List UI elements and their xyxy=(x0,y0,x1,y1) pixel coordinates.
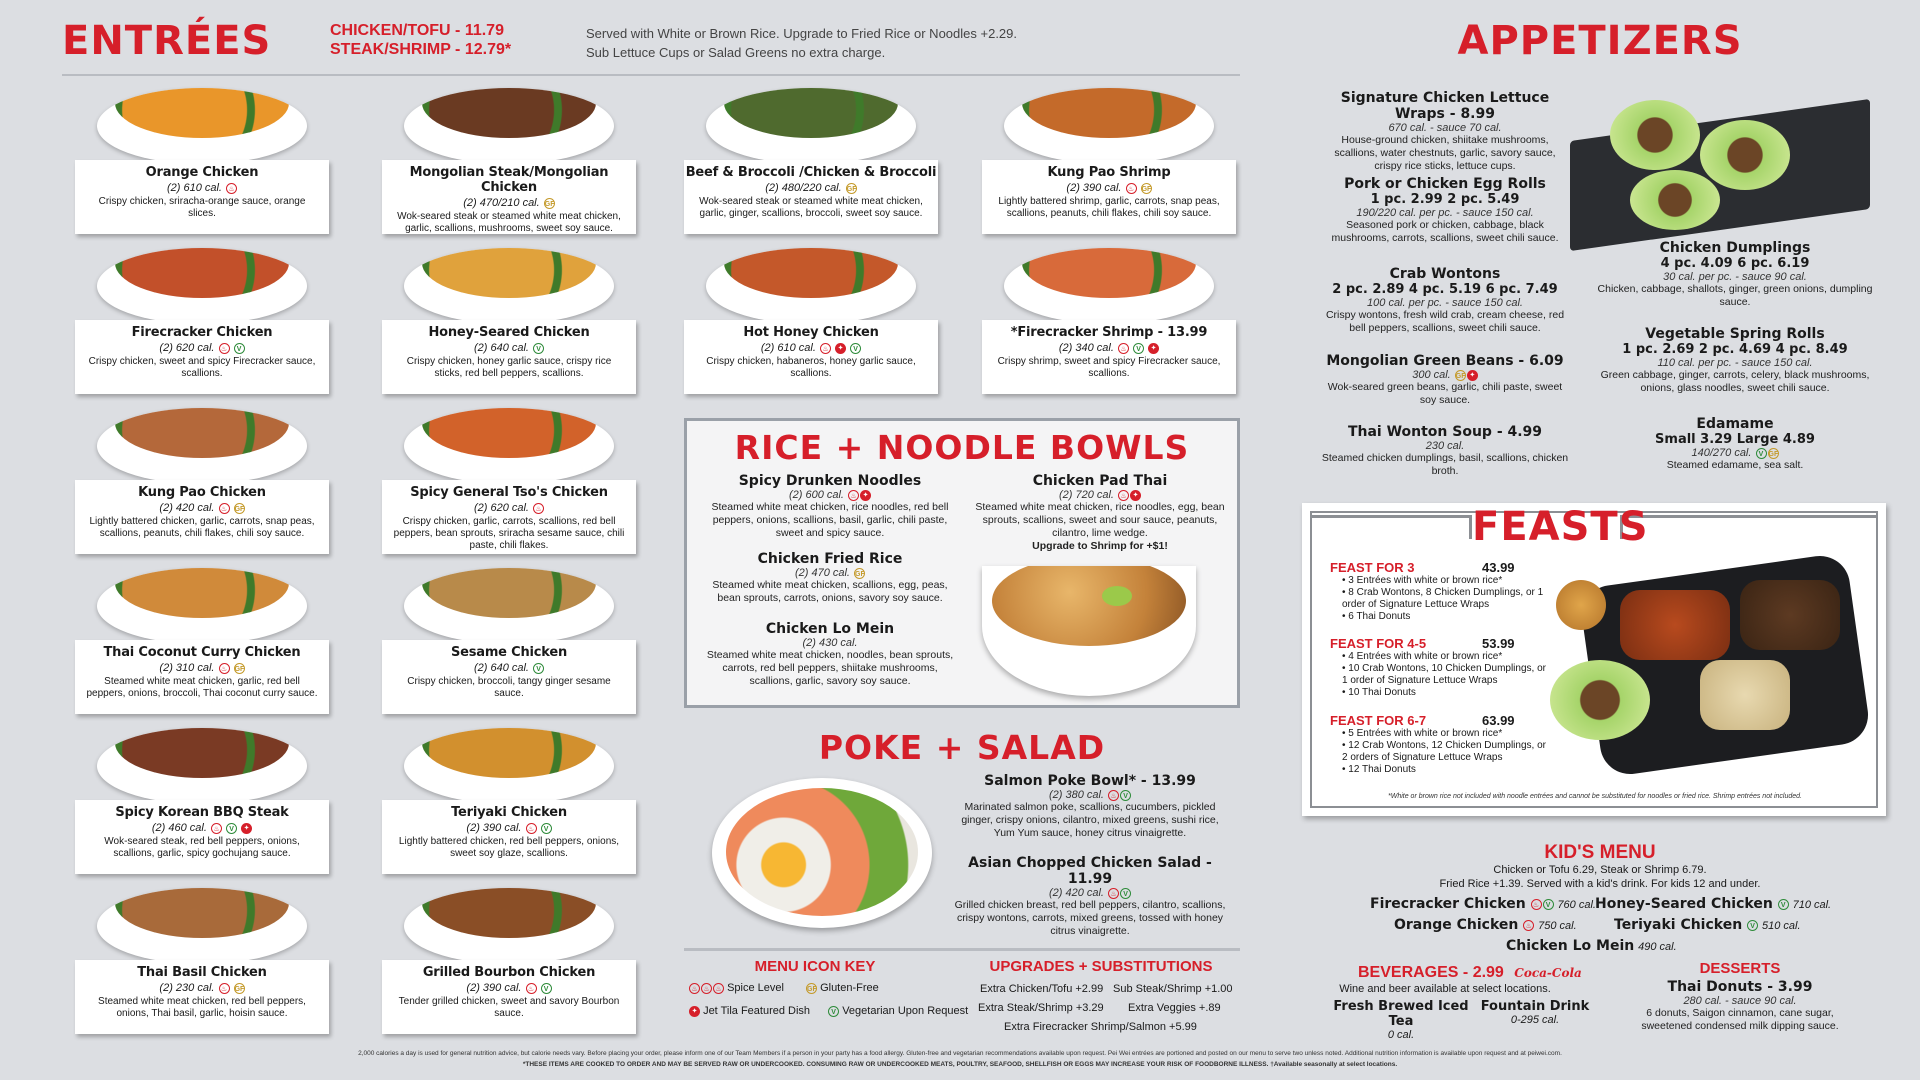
entrees-title: ENTRÉES xyxy=(62,18,272,64)
vegetarian-icon: V xyxy=(541,823,552,834)
entree-description: Wok-seared steak or steamed white meat chicken, garlic, scallions, mushrooms, sweet soy sauce. xyxy=(397,211,621,234)
kids-note: Fried Rice +1.39. Served with a kid's drink. For kids 12 and under. xyxy=(1439,878,1761,890)
entree-label xyxy=(382,640,636,714)
bowl-item: Chicken Lo Mein (2) 430 cal. Steamed white meat chicken, noodles, bean sprouts, carrots, red bell peppers, shiitake mushrooms, scallions, garlic, savory soy sauce. xyxy=(706,621,954,687)
entree-label xyxy=(75,800,329,874)
entree-food-image xyxy=(115,568,289,618)
dessert-item: Thai Donuts - 3.99 280 cal. - sauce 90 cal. 6 donuts, Saigon cinnamon, cane sugar, sweetened condensed milk dipping sauce. xyxy=(1641,979,1839,1032)
entree-description: Lightly battered chicken, garlic, carrots, snap peas, scallions, peanuts, chili flakes, chili soy sauce. xyxy=(89,516,315,539)
entree-label xyxy=(982,320,1236,394)
gluten-free-icon: GF xyxy=(234,983,245,994)
entree-description: Steamed white meat chicken, red bell peppers, onions, Thai basil, garlic, hoisin sauce. xyxy=(98,996,306,1019)
entrees-price-chicken: CHICKEN/TOFU - 11.79 xyxy=(330,22,504,39)
bowl-item: Chicken Fried Rice (2) 470 cal. GF Steamed white meat chicken, scallions, egg, peas, bean sprouts, carrots, onions, savory soy sauce. xyxy=(712,551,948,604)
gluten-free-icon: GF xyxy=(806,983,817,994)
entree-calories: (2) 620 cal. xyxy=(159,342,215,354)
spice-level-icon: ♨ xyxy=(848,490,859,501)
appetizer-item: Vegetable Spring Rolls 1 pc. 2.69 2 pc. 4.69 4 pc. 8.49 110 cal. per pc. - sauce 150 cal. Green cabbage, ginger, carrots, celery, black mushrooms, onions, glass noodles, sweet chili sauce. xyxy=(1600,326,1870,394)
jet-tila-icon: ✦ xyxy=(860,490,871,501)
beverage-item: Fresh Brewed Iced Tea 0 cal. xyxy=(1333,999,1469,1041)
entree-description: Crispy chicken, sweet and spicy Firecracker sauce, scallions. xyxy=(88,356,316,379)
entree-label xyxy=(75,960,329,1034)
jet-tila-icon: ✦ xyxy=(241,823,252,834)
kids-item: Teriyaki Chicken V 510 cal. xyxy=(1614,917,1801,933)
entree-food-image xyxy=(422,568,596,618)
entree-description: Wok-seared steak, red bell peppers, onions, scallions, garlic, spicy gochujang sauce. xyxy=(104,836,300,859)
entree-bowl-image xyxy=(404,408,614,484)
bowls-title: RICE + NOODLE BOWLS xyxy=(734,428,1190,467)
entree-food-image xyxy=(724,88,898,138)
entree-card xyxy=(382,568,636,728)
entree-card xyxy=(75,408,329,568)
upgrade-line: Extra Chicken/Tofu +2.99 xyxy=(980,983,1104,995)
feast-item: FEAST FOR 6-7 63.99 • 5 Entrées with white or brown rice* • 12 Crab Wontons, 12 Chicken Dumplings, or 2 orders of Signature Lettuce Wraps • 12 Thai Donuts xyxy=(1330,713,1550,776)
entree-calories: (2) 610 cal. xyxy=(166,182,222,194)
beverages-title: BEVERAGES - 2.99 Coca-Cola xyxy=(1358,964,1582,981)
icon-key-row: ✦ Jet Tila Featured Dish V Vegetarian Upon Request xyxy=(688,1005,968,1017)
feast-item: FEAST FOR 3 43.99 • 3 Entrées with white or brown rice* • 8 Crab Wontons, 8 Chicken Dumplings, or 1 order of Signature Lettuce Wraps • 6 Thai Donuts xyxy=(1330,560,1550,623)
entree-description: Wok-seared steak or steamed white meat chicken, garlic, ginger, scallions, broccoli, sweet soy sauce. xyxy=(699,196,923,219)
entree-bowl-image xyxy=(404,248,614,324)
entree-label xyxy=(75,480,329,554)
entree-label xyxy=(982,160,1236,234)
vegetarian-icon: V xyxy=(1778,899,1789,910)
entree-name: Sesame Chicken xyxy=(450,645,568,660)
entree-description: Crispy chicken, broccoli, tangy ginger sesame sauce. xyxy=(407,676,611,699)
entree-calories: (2) 390 cal. xyxy=(1066,182,1122,194)
jet-tila-icon: ✦ xyxy=(1467,370,1478,381)
gluten-free-icon: GF xyxy=(846,183,857,194)
feasts-title: FEASTS xyxy=(1472,504,1649,550)
appetizer-item: Edamame Small 3.29 Large 4.89 140/270 cal. V GF Steamed edamame, sea salt. xyxy=(1655,416,1815,471)
entree-card xyxy=(684,88,938,248)
jet-tila-icon: ✦ xyxy=(835,343,846,354)
entree-food-image xyxy=(115,408,289,458)
entree-bowl-image xyxy=(97,408,307,484)
entree-name: Grilled Bourbon Chicken xyxy=(422,965,596,980)
entree-label xyxy=(684,320,938,394)
upgrades-title: UPGRADES + SUBSTITUTIONS xyxy=(989,958,1213,975)
jet-tila-icon: ✦ xyxy=(689,1006,700,1017)
appetizer-item: Signature Chicken Lettuce Wraps - 8.99 670 cal. - sauce 70 cal. House-ground chicken, shiitake mushrooms, scallions, water chestnuts, garlic, savory sauce, crispy rice sticks, lettuce cups. xyxy=(1334,90,1556,172)
entree-card xyxy=(382,888,636,1048)
vegetarian-icon: V xyxy=(234,343,245,354)
icon-key-row: ♨ ♨ ♨ Spice Level GF Gluten-Free xyxy=(688,982,879,994)
vegetarian-icon: V xyxy=(533,663,544,674)
coca-cola-logo-icon: Coca-Cola xyxy=(1514,966,1582,980)
beverage-item: Fountain Drink 0-295 cal. xyxy=(1480,999,1590,1026)
entrees-price-steak: STEAK/SHRIMP - 12.79* xyxy=(330,41,512,58)
entree-description: Lightly battered chicken, red bell peppers, onions, sweet soy glaze, scallions. xyxy=(398,836,620,859)
gluten-free-icon: GF xyxy=(854,568,865,579)
entree-bowl-image xyxy=(404,568,614,644)
jet-tila-icon: ✦ xyxy=(1130,490,1141,501)
entree-bowl-image xyxy=(1004,248,1214,324)
entree-name: Thai Coconut Curry Chicken xyxy=(103,645,301,660)
entree-food-image xyxy=(115,888,289,938)
divider xyxy=(684,948,1240,951)
feasts-ornament xyxy=(1312,515,1472,539)
entree-calories: (2) 230 cal. xyxy=(159,982,215,994)
spice-level-icon: ♨ xyxy=(533,503,544,514)
kids-item: Orange Chicken ♨ 750 cal. xyxy=(1394,917,1577,933)
spice-level-icon: ♨ xyxy=(226,183,237,194)
appetizer-item: Pork or Chicken Egg Rolls 1 pc. 2.99 2 pc. 5.49 190/220 cal. per pc. - sauce 150 cal. Seasoned pork or chicken, cabbage, black mushrooms, carrots, scallions, sweet chili sauce. xyxy=(1331,176,1559,244)
entree-label xyxy=(382,960,636,1034)
entree-calories: (2) 460 cal. xyxy=(151,822,207,834)
feast-platter-image xyxy=(1550,560,1870,770)
spice-level-icon: ♨ xyxy=(526,823,537,834)
upgrade-line: Extra Steak/Shrimp +3.29 xyxy=(978,1002,1104,1014)
entree-bowl-image xyxy=(404,888,614,964)
upgrade-line: Extra Veggies +.89 xyxy=(1128,1002,1221,1014)
entree-food-image xyxy=(1022,248,1196,298)
bowl-item: Spicy Drunken Noodles (2) 600 cal. ♨ ✦ Steamed white meat chicken, rice noodles, red bell peppers, onions, scallions, basil, garlic, chili paste, sweet and spicy sauce. xyxy=(711,473,949,539)
beverages-note: Wine and beer available at select locations. xyxy=(1339,983,1551,995)
entree-name: *Firecracker Shrimp - 13.99 xyxy=(1010,325,1208,340)
poke-title: POKE + SALAD xyxy=(818,728,1106,767)
kids-note: Chicken or Tofu 6.29, Steak or Shrimp 6.79. xyxy=(1493,864,1707,876)
feasts-ornament xyxy=(1620,515,1876,539)
spice-level-icon: ♨ xyxy=(211,823,222,834)
entree-label xyxy=(382,320,636,394)
entree-card xyxy=(382,728,636,888)
appetizer-item: Mongolian Green Beans - 6.09 300 cal. GF ✦ Wok-seared green beans, garlic, chili paste, sweet soy sauce. xyxy=(1326,353,1564,406)
spice-level-icon: ♨ xyxy=(1118,343,1129,354)
entree-name: Spicy Korean BBQ Steak xyxy=(115,805,289,820)
entree-name: Mongolian Steak/Mongolian Chicken xyxy=(409,165,609,195)
entree-card xyxy=(75,248,329,408)
entree-calories: (2) 640 cal. xyxy=(473,662,529,674)
entree-label xyxy=(382,160,636,234)
spice-level-icon: ♨ xyxy=(1523,920,1534,931)
entree-bowl-image xyxy=(97,888,307,964)
entree-food-image xyxy=(1022,88,1196,138)
entrees-note-1: Served with White or Brown Rice. Upgrade to Fried Rice or Noodles +2.29. xyxy=(586,26,1017,41)
poke-item: Salmon Poke Bowl* - 13.99 (2) 380 cal. ♨ V Marinated salmon poke, scallions, cucumbers, pickled ginger, crispy onions, cilantro, mixed greens, sushi rice, Yum Yum sauce, honey citrus vinaigrette. xyxy=(961,773,1219,839)
desserts-title: DESSERTS xyxy=(1699,960,1781,977)
spice-level-icon: ♨ xyxy=(1118,490,1129,501)
entree-description: Crispy chicken, honey garlic sauce, crispy rice sticks, red bell peppers, scallions. xyxy=(406,356,612,379)
entree-food-image xyxy=(422,728,596,778)
spice-level-icon: ♨ xyxy=(820,343,831,354)
entree-food-image xyxy=(422,88,596,138)
vegetarian-icon: V xyxy=(541,983,552,994)
entree-food-image xyxy=(115,248,289,298)
entree-bowl-image xyxy=(97,88,307,164)
entree-card xyxy=(75,728,329,888)
entree-name: Teriyaki Chicken xyxy=(451,805,567,820)
entree-label xyxy=(75,160,329,234)
entree-bowl-image xyxy=(97,248,307,324)
entree-name: Thai Basil Chicken xyxy=(137,965,267,980)
entree-card xyxy=(75,568,329,728)
entree-card xyxy=(382,408,636,568)
entree-card xyxy=(982,248,1236,408)
entree-name: Hot Honey Chicken xyxy=(743,325,879,340)
entree-name: Kung Pao Chicken xyxy=(138,485,266,500)
entree-description: Tender grilled chicken, sweet and savory Bourbon sauce. xyxy=(398,996,620,1019)
entree-food-image xyxy=(115,88,289,138)
entree-name: Beef & Broccoli /Chicken & Broccoli xyxy=(685,165,937,180)
entree-label xyxy=(382,480,636,554)
entrees-note-2: Sub Lettuce Cups or Salad Greens no extra charge. xyxy=(586,45,886,60)
entree-calories: (2) 420 cal. xyxy=(159,502,215,514)
kids-item: Firecracker Chicken ♨ V 760 cal. xyxy=(1370,896,1596,912)
gluten-free-icon: GF xyxy=(234,503,245,514)
spice-level-icon: ♨ xyxy=(219,503,230,514)
entree-name: Firecracker Chicken xyxy=(131,325,273,340)
poke-item: Asian Chopped Chicken Salad - 11.99 (2) 420 cal. ♨ V Grilled chicken breast, red bell peppers, cilantro, scallions, crispy wontons, carrots, mixed greens, tossed with honey citrus vinaigrette. xyxy=(954,855,1226,937)
entree-calories: (2) 390 cal. xyxy=(466,822,522,834)
vegetarian-icon: V xyxy=(226,823,237,834)
vegetarian-icon: V xyxy=(1120,888,1131,899)
entree-bowl-image xyxy=(706,248,916,324)
entree-card xyxy=(982,88,1236,248)
entree-calories: (2) 480/220 cal. xyxy=(765,182,842,194)
entree-card xyxy=(684,248,938,408)
gluten-free-icon: GF xyxy=(544,198,555,209)
entree-description: Crispy chicken, garlic, carrots, scallions, red bell peppers, bean sprouts, sriracha sesame sauce, chili paste, chili flakes. xyxy=(393,516,625,551)
icon-key-title: MENU ICON KEY xyxy=(754,958,876,975)
spice-level-icon: ♨ xyxy=(219,343,230,354)
appetizer-item: Chicken Dumplings 4 pc. 4.09 6 pc. 6.19 30 cal. per pc. - sauce 90 cal. Chicken, cabbage, shallots, ginger, green onions, dumpling sauce. xyxy=(1597,240,1873,308)
spice-level-icon: ♨ xyxy=(219,983,230,994)
entree-card xyxy=(382,248,636,408)
entree-description: Crispy shrimp, sweet and spicy Firecracker sauce, scallions. xyxy=(997,356,1221,379)
entree-name: Spicy General Tso's Chicken xyxy=(410,485,608,500)
vegetarian-icon: V xyxy=(1120,790,1131,801)
spice-level-icon: ♨ xyxy=(1126,183,1137,194)
divider xyxy=(62,74,1240,76)
gluten-free-icon: GF xyxy=(234,663,245,674)
spice-level-icon: ♨ xyxy=(689,983,700,994)
entree-food-image xyxy=(422,888,596,938)
gluten-free-icon: GF xyxy=(1768,448,1779,459)
vegetarian-icon: V xyxy=(1747,920,1758,931)
appetizers-title: APPETIZERS xyxy=(1457,18,1743,64)
entree-card xyxy=(75,888,329,1048)
spice-level-icon: ♨ xyxy=(219,663,230,674)
entree-calories: (2) 390 cal. xyxy=(466,982,522,994)
upgrade-line: Extra Firecracker Shrimp/Salmon +5.99 xyxy=(1004,1021,1197,1033)
entree-food-image xyxy=(115,728,289,778)
entree-description: Crispy chicken, habaneros, honey garlic sauce, scallions. xyxy=(706,356,916,379)
vegetarian-icon: V xyxy=(1543,899,1554,910)
feasts-footnote: *White or brown rice not included with noodle entrées and cannot be substituted for noodles or fried rice. Shrimp entrées not included. xyxy=(1387,793,1802,800)
entree-bowl-image xyxy=(706,88,916,164)
entree-calories: (2) 640 cal. xyxy=(473,342,529,354)
spice-level-icon: ♨ xyxy=(1531,899,1542,910)
bowl-item: Chicken Pad Thai (2) 720 cal. ♨ ✦ Steamed white meat chicken, rice noodles, egg, bean sprouts, scallions, sweet and sour sauce, peanuts, cilantro, lime wedge. Upgrade to Shrimp for +$1! xyxy=(975,473,1225,552)
entree-bowl-image xyxy=(404,728,614,804)
entree-food-image xyxy=(724,248,898,298)
spice-level-icon: ♨ xyxy=(1108,888,1119,899)
footer-warning: *THESE ITEMS ARE COOKED TO ORDER AND MAY BE SERVED RAW OR UNDERCOOKED. CONSUMING RAW OR UNDERCOOKED MEATS, POULTRY, SEAFOOD, SHELLFISH OR EGGS MAY INCREASE YOUR RISK OF FOODBORNE ILLNESS. †Available seasonally at select locations. xyxy=(522,1061,1398,1068)
entree-bowl-image xyxy=(1004,88,1214,164)
entree-bowl-image xyxy=(404,88,614,164)
kids-item: Honey-Seared Chicken V 710 cal. xyxy=(1595,896,1832,912)
footer-disclaimer: 2,000 calories a day is used for general nutrition advice, but calorie needs vary. Before placing your order, please inform one of our Team Members if a person in your party has a food allergy. Gluten-free and vegetarian recommendations available upon request. Pei Wei entrées are portioned and posted on our menu to serve two unless noted. Additional nutrition information is available upon request and at peiwei.com. xyxy=(358,1050,1562,1057)
entree-bowl-image xyxy=(97,728,307,804)
kids-item: Chicken Lo Mein 490 cal. xyxy=(1506,938,1677,954)
entree-calories: (2) 340 cal. xyxy=(1058,342,1114,354)
appetizer-item: Thai Wonton Soup - 4.99 230 cal. Steamed chicken dumplings, basil, scallions, chicken broth. xyxy=(1321,424,1569,477)
entree-name: Honey-Seared Chicken xyxy=(428,325,590,340)
entree-card xyxy=(382,88,636,248)
poke-bowl-image xyxy=(712,778,932,928)
kids-title: KID'S MENU xyxy=(1544,842,1656,863)
vegetarian-icon: V xyxy=(850,343,861,354)
feast-item: FEAST FOR 4-5 53.99 • 4 Entrées with white or brown rice* • 10 Crab Wontons, 10 Chicken Dumplings, or 1 order of Signature Lettuce Wraps • 10 Thai Donuts xyxy=(1330,636,1550,699)
entree-card xyxy=(75,88,329,248)
entree-label xyxy=(75,320,329,394)
lettuce-wraps-image xyxy=(1570,90,1880,240)
gluten-free-icon: GF xyxy=(1455,370,1466,381)
vegetarian-icon: V xyxy=(1133,343,1144,354)
entree-food-image xyxy=(422,248,596,298)
spice-level-icon: ♨ xyxy=(526,983,537,994)
entree-calories: (2) 470/210 cal. xyxy=(463,197,540,209)
entree-description: Lightly battered shrimp, garlic, carrots, snap peas, scallions, peanuts, chili flakes, chili soy sauce. xyxy=(998,196,1220,219)
entree-label xyxy=(75,640,329,714)
upgrade-line: Sub Steak/Shrimp +1.00 xyxy=(1113,983,1233,995)
vegetarian-icon: V xyxy=(533,343,544,354)
spice-level-icon: ♨ xyxy=(701,983,712,994)
vegetarian-icon: V xyxy=(828,1006,839,1017)
appetizer-item: Crab Wontons 2 pc. 2.89 4 pc. 5.19 6 pc. 7.49 100 cal. per pc. - sauce 150 cal. Crispy wontons, fresh wild crab, cream cheese, red bell peppers, scallions, sweet chili sauce. xyxy=(1325,266,1565,334)
gluten-free-icon: GF xyxy=(1141,183,1152,194)
entree-calories: (2) 620 cal. xyxy=(473,502,529,514)
spice-level-icon: ♨ xyxy=(713,983,724,994)
entree-name: Orange Chicken xyxy=(145,165,259,180)
entree-food-image xyxy=(422,408,596,458)
entree-calories: (2) 310 cal. xyxy=(159,662,215,674)
entree-name: Kung Pao Shrimp xyxy=(1047,165,1171,180)
spice-level-icon: ♨ xyxy=(1108,790,1119,801)
entree-bowl-image xyxy=(97,568,307,644)
entree-description: Crispy chicken, sriracha-orange sauce, orange slices. xyxy=(98,196,306,219)
jet-tila-icon: ✦ xyxy=(1148,343,1159,354)
entree-label xyxy=(684,160,938,234)
entree-calories: (2) 610 cal. xyxy=(760,342,816,354)
entree-label xyxy=(382,800,636,874)
entree-description: Steamed white meat chicken, garlic, red bell peppers, onions, broccoli, Thai coconut curry sauce. xyxy=(86,676,318,699)
vegetarian-icon: V xyxy=(1756,448,1767,459)
